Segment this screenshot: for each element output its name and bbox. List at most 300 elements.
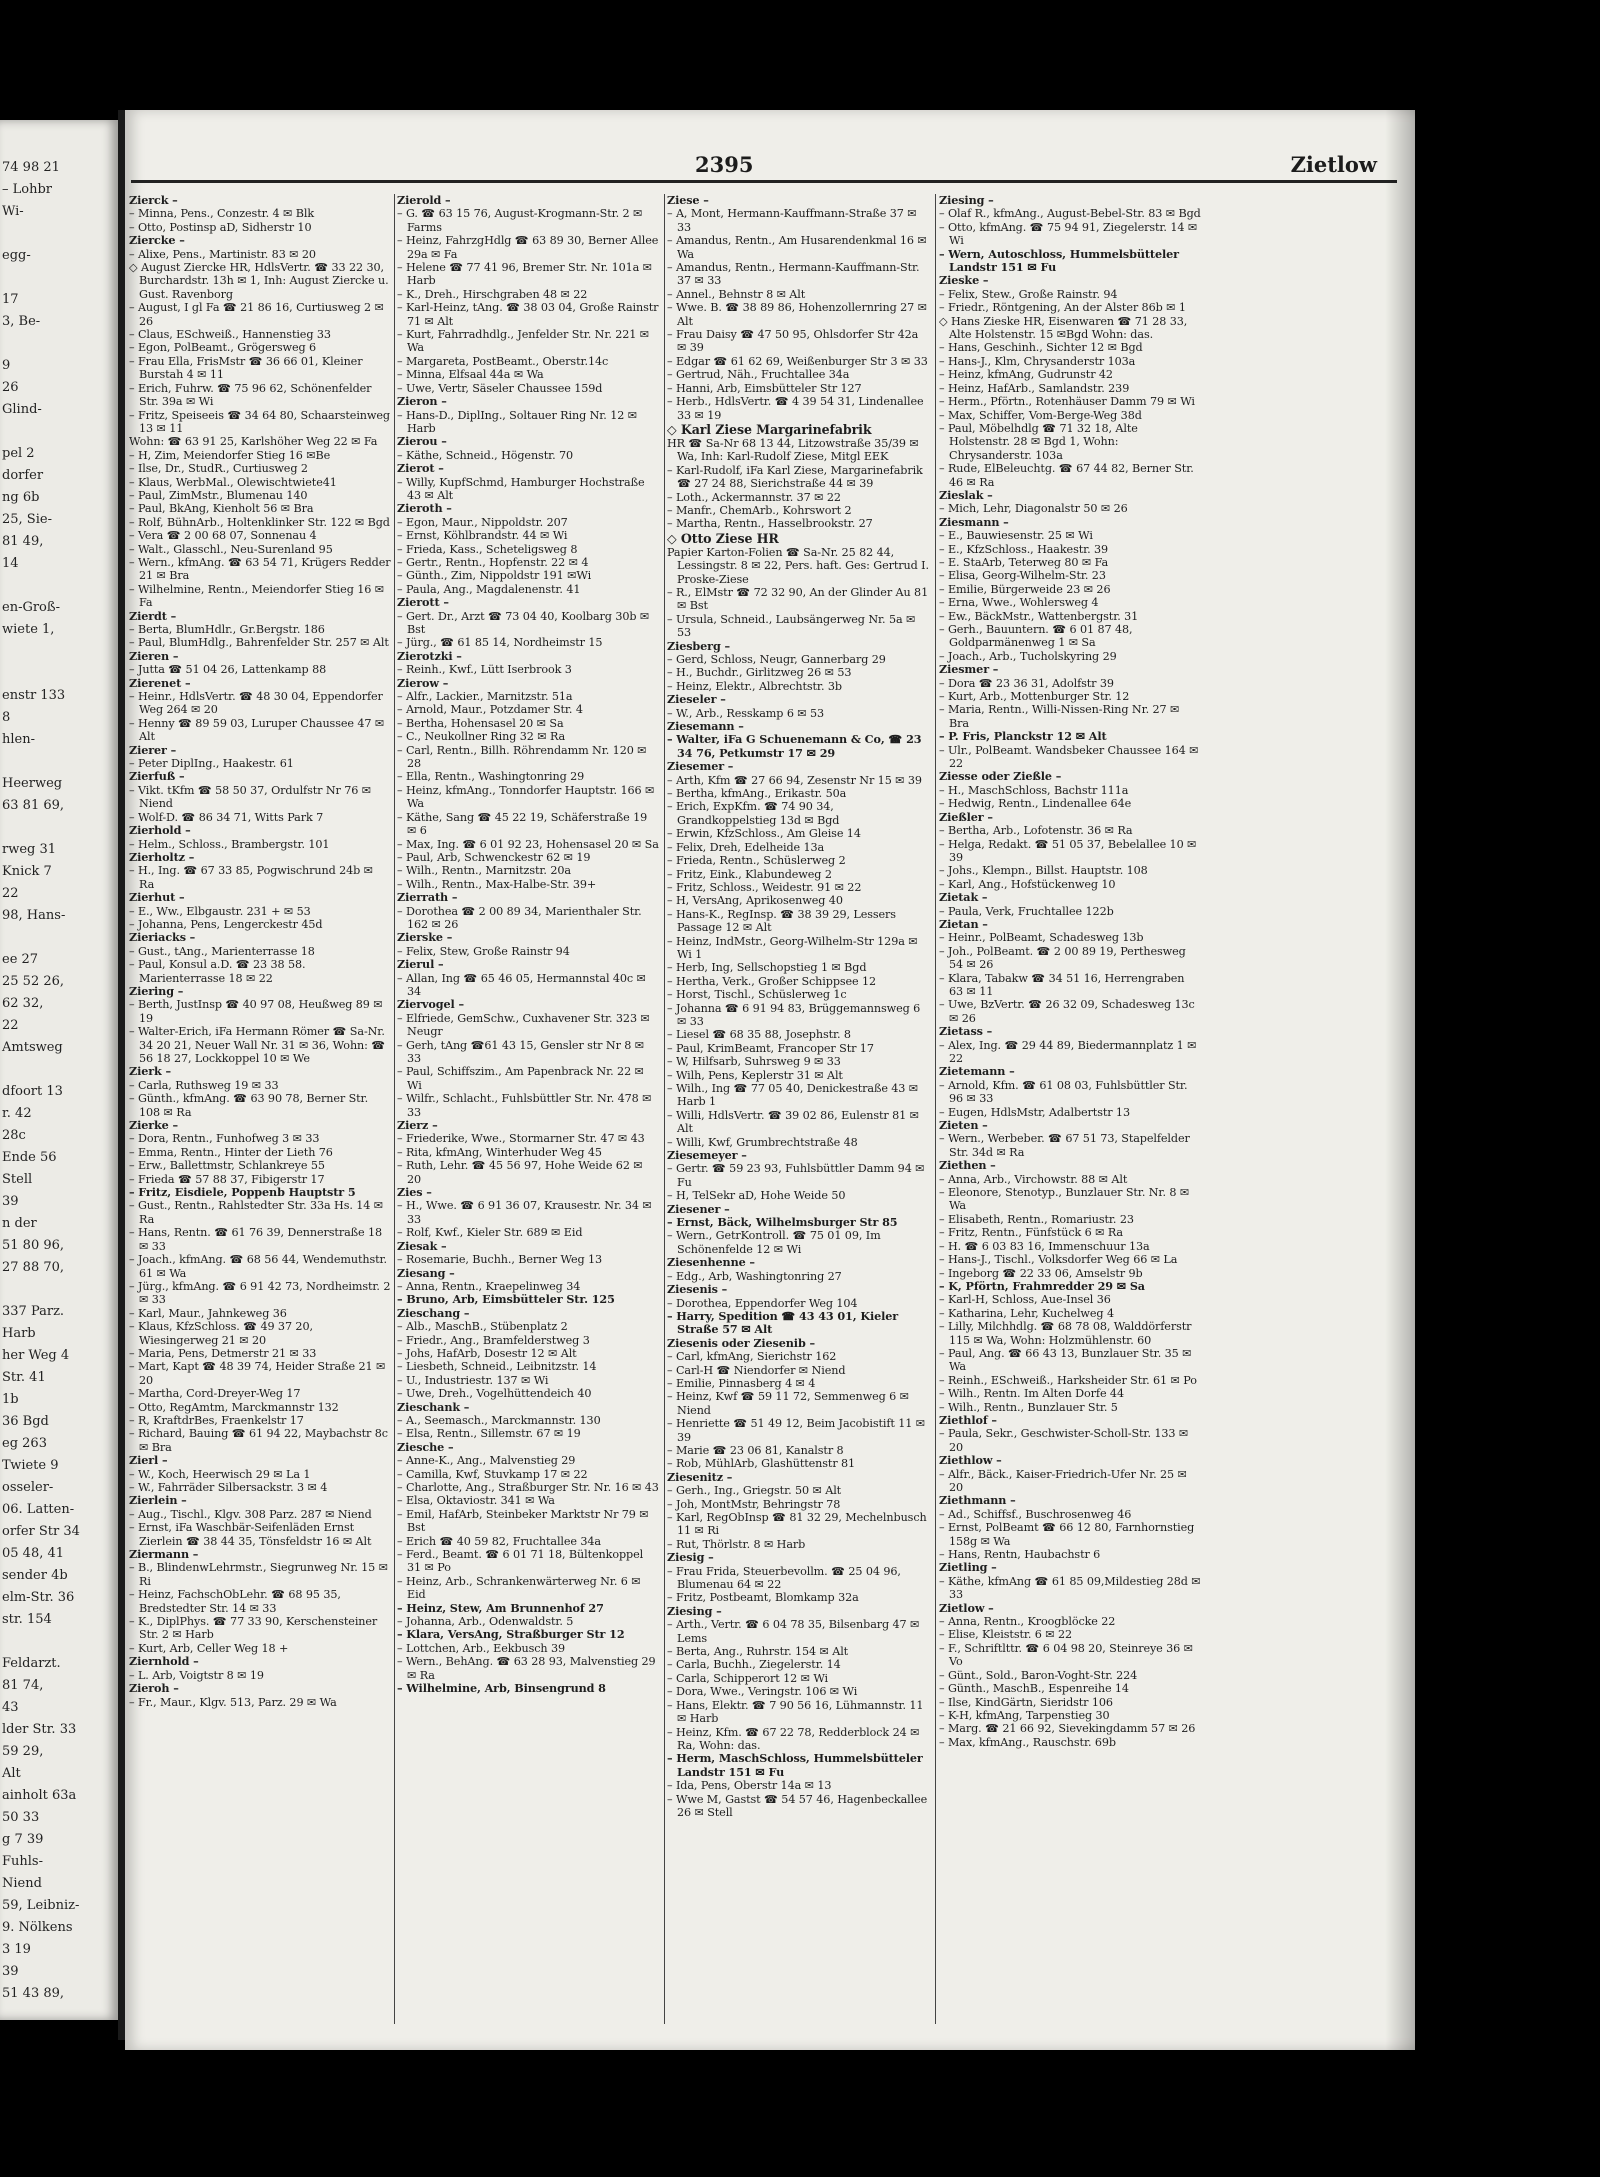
left-page-line: 51 80 96,: [2, 1238, 65, 1253]
directory-entry: – Edg., Arb, Washingtonring 27: [667, 1269, 842, 1283]
surname-heading: Zierou –: [397, 434, 447, 449]
directory-entry: – Heinr., PolBeamt, Schadesweg 13b: [939, 931, 1144, 945]
directory-entry: – Elise, Kleiststr. 6 ✉ 22: [939, 1628, 1073, 1642]
column-1: [129, 194, 391, 2024]
surname-heading: Ziesig –: [667, 1550, 714, 1565]
left-page-line: 81 49,: [2, 534, 44, 549]
directory-entry: – Fr., Maur., Klgv. 513, Parz. 29 ✉ Wa: [129, 1695, 337, 1709]
directory-entry: – Elisabeth, Rentn., Romariustr. 23: [939, 1212, 1134, 1226]
directory-entry: Wohn: ☎ 63 91 25, Karlshöher Weg 22 ✉ Fa: [129, 435, 378, 449]
directory-entry: – W, Hilfsarb, Suhrsweg 9 ✉ 33: [667, 1055, 841, 1069]
directory-entry: – Wilh., Rentn., Bunzlauer Str. 5: [939, 1400, 1118, 1414]
directory-entry: – Eleonore, Stenotyp., Bunzlauer Str. Nr. 8 ✉ Wa: [939, 1186, 1190, 1213]
directory-entry: – Henriette ☎ 51 49 12, Beim Jacobistift 11 ✉ 39: [667, 1417, 926, 1444]
directory-entry: – Günth., Zim, Nippoldstr 191 ✉Wi: [397, 569, 592, 583]
directory-entry: – Bertha, Hohensasel 20 ✉ Sa: [397, 716, 564, 730]
directory-entry: – K, Pförtn, Frahmredder 29 ✉ Sa: [939, 1278, 1145, 1293]
directory-entry: – Rita, kfmAng, Winterhuder Weg 45: [397, 1145, 602, 1159]
directory-entry: – Otto, Postinsp aD, Sidherstr 10: [129, 220, 312, 234]
directory-entry: – Günth., MaschB., Espenreihe 14: [939, 1682, 1129, 1696]
directory-entry: – Ida, Pens, Oberstr 14a ✉ 13: [667, 1779, 832, 1793]
directory-entry: – Egon, Maur., Nippoldstr. 207: [397, 515, 568, 529]
left-page-line: hlen-: [2, 732, 35, 747]
surname-heading: Zieron –: [397, 394, 447, 409]
directory-entry: – Felix, Stew, Große Rainstr 94: [397, 944, 570, 958]
directory-entry: – Horst, Tischl., Schüslerweg 1c: [667, 988, 847, 1002]
surname-heading: Zietak –: [939, 890, 988, 905]
directory-entry: – W., Koch, Heerwisch 29 ✉ La 1: [129, 1467, 311, 1481]
directory-entry: – Frieda, Kass., Scheteligsweg 8: [397, 542, 578, 556]
surname-heading: Zierer –: [129, 742, 177, 757]
directory-entry: – Maria, Rentn., Willi-Nissen-Ring Nr. 27 ✉ Bra: [939, 703, 1180, 730]
left-page-line: Feldarzt.: [2, 1656, 61, 1671]
directory-entry: – Walter, iFa G Schuenemann & Co, ☎ 23 34 76, Petkumstr 17 ✉ 29: [667, 732, 922, 760]
directory-entry: – Annel., Behnstr 8 ✉ Alt: [667, 287, 806, 301]
directory-entry: – Jürg., kfmAng. ☎ 6 91 42 73, Nordheimstr. 2 ✉ 33: [129, 1279, 391, 1307]
directory-entry: – H, TelSekr aD, Hohe Weide 50: [667, 1189, 846, 1203]
surname-heading: Zieslak –: [939, 487, 993, 502]
surname-heading: Ziesenitz –: [667, 1469, 733, 1484]
surname-heading: Zietlow –: [939, 1600, 994, 1615]
directory-entry: – Loth., Ackermannstr. 37 ✉ 22: [667, 490, 841, 504]
directory-entry: – Peter DiplIng., Haakestr. 61: [129, 757, 294, 771]
directory-entry: – Felix, Stew., Große Rainstr. 94: [939, 287, 1118, 301]
left-page-line: Alt: [2, 1766, 21, 1781]
left-page-line: enstr 133: [2, 688, 66, 703]
directory-entry: – Wilh, Pens, Keplerstr 31 ✉ Alt: [667, 1068, 843, 1082]
surname-heading: Ziercke –: [129, 233, 185, 248]
directory-entry: – Paul, Schiffszim., Am Papenbrack Nr. 22 ✉ Wi: [397, 1065, 644, 1092]
directory-entry: – W., Arb., Resskamp 6 ✉ 53: [667, 706, 825, 720]
directory-entry: – Harry, Spedition ☎ 43 43 01, Kieler Straße 57 ✉ Alt: [667, 1308, 899, 1337]
surname-heading: Zießler –: [939, 809, 993, 824]
directory-entry: – U., Industriestr. 137 ✉ Wi: [397, 1373, 549, 1387]
surname-heading: Zierke –: [129, 1118, 178, 1133]
directory-entry: – Erich, ExpKfm. ☎ 74 90 34, Grandkoppelstieg 13d ✉ Bgd: [667, 800, 840, 827]
left-page-line: Fuhls-: [2, 1854, 43, 1869]
directory-entry: – Ella, Rentn., Washingtonring 29: [397, 770, 585, 784]
directory-entry: – Charlotte, Ang., Straßburger Str. Nr. 16 ✉ 43: [397, 1481, 659, 1494]
surname-heading: Zierl –: [129, 1453, 168, 1468]
directory-entry: – Anne-K., Ang., Malvenstieg 29: [397, 1454, 576, 1468]
directory-entry: – Willi, HdlsVertr. ☎ 39 02 86, Eulenstr 81 ✉ Alt: [667, 1108, 919, 1136]
directory-entry: – Arth., Vertr. ☎ 6 04 78 35, Bilsenbarg 47 ✉ Lems: [667, 1618, 920, 1645]
directory-entry: – Jutta ☎ 51 04 26, Lattenkamp 88: [129, 663, 327, 677]
left-page-line: 26: [2, 380, 19, 395]
directory-entry: ◇ August Ziercke HR, HdlsVertr. ☎ 33 22 30, Burchardstr. 13h ✉ 1, Inh: August Ziercke u. Gust. Ravenborg: [129, 261, 389, 301]
directory-entry: – Kurt, Fahrradhdlg., Jenfelder Str. Nr. 221 ✉ Wa: [397, 328, 650, 355]
directory-entry: – Helm., Schloss., Brambergstr. 101: [129, 837, 330, 851]
directory-entry: – Ew., BäckMstr., Wattenbergstr. 31: [939, 609, 1139, 623]
directory-entry: – Emil, HafArb, Steinbeker Marktstr Nr 79 ✉ Bst: [397, 1507, 649, 1535]
directory-entry: – Gert. Dr., Arzt ☎ 73 04 40, Koolbarg 30b ✉ Bst: [397, 609, 650, 636]
surname-heading: Zierholtz –: [129, 849, 195, 864]
directory-entry: – Claus, ESchweiß., Hannenstieg 33: [129, 328, 331, 342]
left-page-line: 3, Be-: [2, 314, 41, 329]
left-page-line: ainholt 63a: [2, 1788, 77, 1803]
column-divider: [664, 194, 665, 2024]
directory-entry: – Frau Frida, Steuerbevollm. ☎ 25 04 96, Blumenau 64 ✉ 22: [667, 1564, 901, 1592]
left-page-line: sender 4b: [2, 1568, 68, 1583]
directory-entry: – Joh, MontMstr, Behringstr 78: [667, 1497, 841, 1511]
surname-heading: Zierhut –: [129, 890, 185, 905]
directory-entry: – Rut, Thörlstr. 8 ✉ Harb: [667, 1537, 806, 1551]
directory-entry: – Frieda, Rentn., Schüslerweg 2: [667, 854, 846, 868]
directory-entry: – Henny ☎ 89 59 03, Luruper Chaussee 47 ✉ Alt: [129, 716, 385, 744]
directory-entry: – Eugen, HdlsMstr, Adalbertstr 13: [939, 1105, 1130, 1119]
directory-entry: – Karl, Maur., Jahnkeweg 36: [129, 1306, 287, 1320]
directory-entry: – Paul, ZimMstr., Blumenau 140: [129, 488, 308, 502]
left-page-line: – Lohbr: [2, 182, 53, 197]
directory-entry: – Walter-Erich, iFa Hermann Römer ☎ Sa-Nr. 34 20 21, Neuer Wall Nr. 31 ✉ 36, Wohn: ☎ 56 18 27, Lockkoppel 10 ✉ We: [129, 1025, 386, 1065]
directory-entry: – Frau Ella, FrisMstr ☎ 36 66 01, Kleiner Burstah 4 ✉ 11: [129, 354, 363, 382]
left-page-line: 1b: [2, 1392, 19, 1407]
directory-entry: – Lottchen, Arb., Eekbusch 39: [397, 1641, 566, 1655]
directory-entry: – Karl-Heinz, tAng. ☎ 38 03 04, Große Rainstr 71 ✉ Alt: [397, 301, 659, 328]
directory-entry: – Ferd., Beamt. ☎ 6 01 71 18, Bültenkoppel 31 ✉ Po: [397, 1548, 644, 1575]
directory-entry: – Max, Ing. ☎ 6 01 92 23, Hohensasel 20 ✉ Sa: [397, 837, 659, 851]
directory-entry: – Martha, Rentn., Hasselbrookstr. 27: [667, 517, 873, 531]
directory-entry: – Aug., Tischl., Klgv. 308 Parz. 287 ✉ Niend: [129, 1507, 372, 1521]
left-page-line: 8: [2, 710, 11, 725]
surname-heading: Zieschang –: [397, 1305, 470, 1320]
directory-entry: – Heinz, FahrzgHdlg ☎ 63 89 30, Berner Allee 29a ✉ Fa: [397, 234, 659, 261]
directory-entry: – Gerh, tAng ☎61 43 15, Gensler str Nr 8 ✉ 33: [397, 1038, 645, 1065]
page-number: 2395: [695, 152, 754, 177]
left-page-line: osseler-: [2, 1480, 54, 1495]
surname-heading: Zierold –: [397, 194, 451, 207]
left-page-line: str. 154: [2, 1612, 52, 1627]
directory-entry: – Friedr., Röntgening, An der Alster 86b ✉ 1: [939, 301, 1186, 315]
directory-entry: – R, KraftdrBes, Fraenkelstr 17: [129, 1413, 304, 1427]
directory-entry: – Uwe, Vertr, Säseler Chaussee 159d: [397, 381, 603, 395]
left-page-line: her Weg 4: [2, 1348, 70, 1363]
directory-entry: – Berta, Ang., Ruhrstr. 154 ✉ Alt: [667, 1645, 849, 1659]
surname-heading: Zieske –: [939, 273, 989, 288]
directory-entry: – Herb., HdlsVertr. ☎ 4 39 54 31, Lindenallee 33 ✉ 19: [667, 395, 924, 422]
directory-entry: – Heinr., HdlsVertr. ☎ 48 30 04, Eppendorfer Weg 264 ✉ 20: [129, 690, 383, 717]
directory-entry: – Wilh., Rentn. Im Alten Dorfe 44: [939, 1387, 1124, 1401]
surname-heading: Ziernhold –: [129, 1654, 199, 1669]
left-page-line: Str. 41: [2, 1370, 46, 1385]
directory-entry: – R., ElMstr ☎ 72 32 90, An der Glinder Au 81 ✉ Bst: [667, 585, 929, 613]
surname-heading: Zietemann –: [939, 1064, 1015, 1079]
directory-entry: – Wern., BehAng. ☎ 63 28 93, Malvenstieg 29 ✉ Ra: [397, 1655, 656, 1682]
directory-entry: – Fritz, Speiseeis ☎ 34 64 80, Schaarsteinweg 13 ✉ 11: [129, 408, 390, 435]
directory-entry: – Paul, Ang. ☎ 66 43 13, Bunzlauer Str. 35 ✉ Wa: [939, 1346, 1192, 1374]
surname-heading: Ziermann –: [129, 1547, 199, 1562]
directory-entry: – Heinz, kfmAng., Tonndorfer Hauptstr. 166 ✉ Wa: [397, 783, 655, 811]
directory-entry: – Rosemarie, Buchh., Berner Weg 13: [397, 1253, 603, 1267]
surname-heading: Zierck –: [129, 194, 178, 207]
directory-entry: – Dora, Rentn., Funhofweg 3 ✉ 33: [129, 1132, 320, 1146]
directory-entry: – Heinz, Stew, Am Brunnenhof 27: [397, 1600, 604, 1615]
directory-entry: – E., KfzSchloss., Haakestr. 39: [939, 542, 1109, 556]
directory-entry: – Heinz, HafArb., Samlandstr. 239: [939, 381, 1130, 395]
left-page-line: wiete 1,: [2, 622, 55, 637]
directory-entry: – Erw., Ballettmstr, Schlankreye 55: [129, 1159, 325, 1173]
directory-entry: – Frau Daisy ☎ 47 50 95, Ohlsdorfer Str 42a ✉ 39: [667, 328, 919, 355]
directory-entry: HR ☎ Sa-Nr 68 13 44, Litzowstraße 35/39 ✉ Wa, Inh: Karl-Rudolf Ziese, Mitgl EEK: [667, 436, 919, 464]
column-4: [939, 194, 1201, 2024]
directory-entry: – Reinh., ESchweiß., Harksheider Str. 61 ✉ Po: [939, 1373, 1197, 1387]
directory-page: [125, 110, 1415, 2050]
left-page-line: 74 98 21: [2, 160, 60, 175]
surname-heading: Zierotzki –: [397, 648, 462, 663]
directory-entry: – Gust., tAng., Marienterrasse 18: [129, 944, 315, 958]
left-page-line: 06. Latten-: [2, 1502, 75, 1517]
directory-entry: – Egon, PolBeamt., Grögersweg 6: [129, 341, 317, 355]
directory-entry: – Rolf, Kwf., Kieler Str. 689 ✉ Eid: [397, 1226, 583, 1240]
directory-entry: – Klara, Tabakw ☎ 34 51 16, Herrengraben 63 ✉ 11: [939, 971, 1185, 998]
column-2: [397, 194, 659, 2024]
directory-entry: – Gerd, Schloss, Neugr, Gannerbarg 29: [667, 653, 886, 666]
directory-entry: – Ulr., PolBeamt. Wandsbeker Chaussee 164 ✉ 22: [939, 743, 1199, 771]
directory-entry: – A, Mont, Hermann-Kauffmann-Straße 37 ✉ 33: [667, 207, 917, 234]
left-page-fragment: [0, 120, 118, 2020]
left-page-line: dorfer: [2, 468, 44, 483]
left-page-line: orfer Str 34: [2, 1524, 80, 1539]
directory-entry: – Ad., Schiffsf., Buschrosenweg 46: [939, 1507, 1132, 1521]
directory-entry: – Hedwig, Rentn., Lindenallee 64e: [939, 797, 1132, 811]
directory-entry: – Carla, Buchh., Ziegelerstr. 14: [667, 1658, 841, 1672]
directory-entry: – Ruth, Lehr. ☎ 45 56 97, Hohe Weide 62 ✉ 20: [397, 1159, 643, 1186]
directory-entry: – Rude, ElBeleuchtg. ☎ 67 44 82, Berner Str. 46 ✉ Ra: [939, 462, 1194, 489]
surname-heading: Zietass –: [939, 1024, 993, 1039]
surname-heading: Ziesberg –: [667, 638, 730, 653]
directory-entry: – Gertr. ☎ 59 23 93, Fuhlsbüttler Damm 94 ✉ Fu: [667, 1162, 925, 1189]
surname-heading: Zieriacks –: [129, 930, 196, 945]
directory-entry: – Hertha, Verk., Großer Schippsee 12: [667, 974, 877, 988]
directory-entry: – H, VersAng, Aprikosenweg 40: [667, 894, 843, 908]
directory-entry: – L. Arb, Voigtstr 8 ✉ 19: [129, 1668, 264, 1682]
directory-entry: – Hans, Elektr. ☎ 7 90 56 16, Lühmannstr. 11 ✉ Harb: [667, 1698, 924, 1726]
directory-entry: – Herb, Ing, Sellschopstieg 1 ✉ Bgd: [667, 961, 867, 975]
left-page-line: 9: [2, 358, 11, 373]
directory-entry: – Johanna, Arb., Odenwaldstr. 5: [397, 1615, 574, 1629]
directory-entry: – Friederike, Wwe., Stormarner Str. 47 ✉ 43: [397, 1132, 645, 1146]
directory-entry: – Martha, Cord-Dreyer-Weg 17: [129, 1387, 301, 1401]
directory-entry: – Paula, Sekr., Geschwister-Scholl-Str. 133 ✉ 20: [939, 1427, 1189, 1454]
directory-entry: – Paul, Arb, Schwenckestr 62 ✉ 19: [397, 850, 591, 864]
surname-heading: Ziesenhenne –: [667, 1255, 755, 1270]
directory-entry: – Wwe. B. ☎ 38 89 86, Hohenzollernring 27 ✉ Alt: [667, 301, 927, 328]
directory-entry: – Uwe, Dreh., Vogelhüttendeich 40: [397, 1387, 592, 1401]
left-page-line: Stell: [2, 1172, 33, 1187]
directory-entry: – Johanna ☎ 6 91 94 83, Brüggemannsweg 6 ✉ 33: [667, 1001, 921, 1028]
directory-entry: – Hans-J., Tischl., Volksdorfer Weg 66 ✉ La: [939, 1253, 1178, 1267]
directory-entry: – Paul, BkAng, Kienholt 56 ✉ Bra: [129, 502, 314, 516]
directory-entry: – Ursula, Schneid., Laubsängerweg Nr. 5a ✉ 53: [667, 612, 916, 640]
directory-entry: – Max, Schiffer, Vom-Berge-Weg 38d: [939, 408, 1142, 422]
directory-entry: – Wilh., Rentn., Marnitzstr. 20a: [397, 864, 571, 878]
directory-entry: – H, Zim, Meiendorfer Stieg 16 ✉Be: [129, 448, 331, 462]
directory-entry: – Emma, Rentn., Hinter der Lieth 76: [129, 1145, 333, 1159]
surname-heading: Ziesche –: [397, 1439, 454, 1454]
surname-heading: Zierot –: [397, 461, 444, 476]
surname-heading: Ziethlof –: [939, 1412, 997, 1427]
surname-heading: Zierenet –: [129, 675, 191, 690]
directory-entry: – Gerh., Bauuntern. ☎ 6 01 87 48, Goldparmänenweg 1 ✉ Sa: [939, 623, 1133, 650]
directory-entry: – Minna, Pens., Conzestr. 4 ✉ Blk: [129, 207, 315, 221]
directory-entry: – H., Ing. ☎ 67 33 85, Pogwischrund 24b ✉ Ra: [129, 864, 373, 891]
directory-entry: – Käthe, kfmAng ☎ 61 85 09,Mildestieg 28d ✉ 33: [939, 1574, 1201, 1602]
directory-entry: – Liesel ☎ 68 35 88, Josephstr. 8: [667, 1028, 851, 1042]
directory-entry: – Ilse, KindGärtn, Sieridstr 106: [939, 1695, 1113, 1709]
directory-entry: – Ernst, PolBeamt ☎ 66 12 80, Farnhornstieg 158g ✉ Wa: [939, 1521, 1195, 1548]
surname-heading: Zieren –: [129, 648, 179, 663]
left-page-line: Niend: [2, 1876, 42, 1891]
left-page-line: Harb: [2, 1326, 36, 1341]
directory-entry: – Ernst, Bäck, Wilhelmsburger Str 85: [667, 1215, 898, 1230]
directory-entry: – Johs, HafArb, Dosestr 12 ✉ Alt: [397, 1346, 577, 1360]
surname-heading: Zierul –: [397, 957, 444, 972]
surname-heading: Zierfuß –: [129, 769, 185, 784]
directory-entry: – Alex, Ing. ☎ 29 44 89, Biedermannplatz 1 ✉ 22: [939, 1038, 1197, 1065]
surname-heading: Zies –: [397, 1185, 432, 1200]
directory-entry: – Fritz, Rentn., Fünfstück 6 ✉ Ra: [939, 1226, 1123, 1240]
book-gutter: [118, 110, 125, 2040]
directory-entry: – Heinz, Kfm. ☎ 67 22 78, Redderblock 24 ✉ Ra, Wohn: das.: [667, 1725, 920, 1752]
left-page-line: n der: [2, 1216, 37, 1231]
directory-entry: – Johs., Klempn., Billst. Hauptstr. 108: [939, 864, 1148, 878]
surname-heading: Zierow –: [397, 675, 449, 690]
directory-entry: – Uwe, BzVertr. ☎ 26 32 09, Schadesweg 13c ✉ 26: [939, 998, 1195, 1025]
directory-entry: – Gertrud, Näh., Fruchtallee 34a: [667, 368, 850, 382]
directory-entry: – Bruno, Arb, Eimsbütteler Str. 125: [397, 1292, 615, 1307]
left-page-line: 3 19: [2, 1942, 31, 1957]
directory-entry: – Marg. ☎ 21 66 92, Sievekingdamm 57 ✉ 26: [939, 1722, 1196, 1736]
left-page-line: 62 32,: [2, 996, 44, 1011]
surname-heading: Zieroth –: [397, 501, 452, 516]
directory-entry: – Wern, Autoschloss, Hummelsbütteler Landstr 151 ✉ Fu: [939, 246, 1179, 275]
directory-entry: – Paul, BlumHdlg., Bahrenfelder Str. 257 ✉ Alt: [129, 636, 389, 650]
directory-entry: – Arth, Kfm ☎ 27 66 94, Zesenstr Nr 15 ✉ 39: [667, 773, 922, 787]
directory-entry: – Günt., Sold., Baron-Voght-Str. 224: [939, 1668, 1138, 1682]
directory-entry: – Carl-H ☎ Niendorfer ✉ Niend: [667, 1363, 846, 1377]
surname-heading: Ziering –: [129, 983, 184, 998]
directory-entry: – Ernst, Köhlbrandstr. 44 ✉ Wi: [397, 529, 568, 543]
directory-entry: – K., DiplPhys. ☎ 77 33 90, Kerschensteiner Str. 2 ✉ Harb: [129, 1615, 378, 1642]
surname-heading: Zieseler –: [667, 692, 726, 707]
directory-entry: – Klara, VersAng, Straßburger Str 12: [397, 1627, 625, 1642]
left-page-line: 22: [2, 1018, 19, 1033]
left-page-line: 39: [2, 1964, 19, 1979]
directory-entry: – Edgar ☎ 61 62 69, Weißenburger Str 3 ✉ 33: [667, 354, 928, 368]
page-header: [125, 150, 1415, 190]
directory-entry: – Karl-H, Schloss, Aue-Insel 36: [939, 1293, 1111, 1307]
surname-heading: Ziese –: [667, 194, 709, 207]
directory-entry: – Fritz, Eink., Klabundeweg 2: [667, 867, 832, 881]
directory-entry: – Wolf-D. ☎ 86 34 71, Witts Park 7: [129, 810, 324, 824]
directory-entry: – Erich ☎ 40 59 82, Fruchtallee 34a: [397, 1534, 602, 1548]
directory-entry: – Dorothea, Eppendorfer Weg 104: [667, 1296, 858, 1310]
directory-entry: – Karl, Ang., Hofstückenweg 10: [939, 877, 1116, 891]
directory-entry: – Max, kfmAng., Rauschstr. 69b: [939, 1735, 1116, 1749]
left-page-line: r. 42: [2, 1106, 32, 1121]
directory-entry: – Bertha, kfmAng., Erikastr. 50a: [667, 787, 847, 801]
directory-entry: – C., Neukollner Ring 32 ✉ Ra: [397, 730, 566, 744]
left-page-line: 36 Bgd: [2, 1414, 49, 1429]
directory-entry: – Anna, Rentn., Kroogblöcke 22: [939, 1615, 1116, 1629]
directory-entry: – Joach., Arb., Tucholskyring 29: [939, 649, 1117, 663]
directory-entry: – Margareta, PostBeamt., Oberstr.14c: [397, 354, 609, 368]
directory-entry: – Dora ☎ 23 36 31, Adolfstr 39: [939, 676, 1114, 690]
directory-entry: – H., Wwe. ☎ 6 91 36 07, Krausestr. Nr. 34 ✉ 33: [397, 1199, 652, 1226]
directory-entry: – Carla, Schipperort 12 ✉ Wi: [667, 1671, 829, 1685]
directory-entry: – Willy, KupfSchmd, Hamburger Hochstraße 43 ✉ Alt: [397, 475, 645, 502]
left-page-line: 98, Hans-: [2, 908, 66, 923]
left-page-line: Amtsweg: [2, 1040, 63, 1055]
directory-entry: – Ilse, Dr., StudR., Curtiusweg 2: [129, 462, 308, 476]
left-page-line: g 7 39: [2, 1832, 44, 1847]
surname-heading: Zierske –: [397, 930, 453, 945]
directory-entry: – Hans, Rentn. ☎ 61 76 39, Dennerstraße 18 ✉ 33: [129, 1226, 383, 1253]
surname-heading: Ziesenis –: [667, 1282, 728, 1297]
directory-entry: – Rob, MühlArb, Glashüttenstr 81: [667, 1457, 856, 1471]
directory-entry: – Paul, KrimBeamt, Francoper Str 17: [667, 1041, 874, 1055]
directory-entry: – Friedr., Ang., Bramfelderstweg 3: [397, 1333, 590, 1347]
directory-entry: – Wilfr., Schlacht., Fuhlsbüttler Str. Nr. 478 ✉ 33: [397, 1092, 652, 1119]
directory-entry: – Felix, Dreh, Edelheide 13a: [667, 840, 825, 854]
directory-entry: – Minna, Elfsaal 44a ✉ Wa: [397, 368, 544, 382]
left-page-line: dfoort 13: [2, 1084, 63, 1099]
directory-entry: – Wwe M, Gastst ☎ 54 57 46, Hagenbeckallee 26 ✉ Stell: [667, 1792, 928, 1819]
directory-entry: – Wilhelmine, Rentn., Meiendorfer Stieg 16 ✉ Fa: [129, 582, 384, 610]
directory-entry: – H., Buchdr., Girlitzweg 26 ✉ 53: [667, 666, 852, 680]
directory-entry: – Alfr., Bäck., Kaiser-Friedrich-Ufer Nr. 25 ✉ 20: [939, 1467, 1187, 1494]
surname-heading: Ziesing –: [667, 1603, 722, 1618]
directory-entry: – Berth, JustInsp ☎ 40 97 08, Heußweg 89 ✉ 19: [129, 998, 383, 1025]
left-page-line: 9. Nölkens: [2, 1920, 73, 1935]
directory-entry: – Joach., kfmAng. ☎ 68 56 44, Wendemuthstr. 61 ✉ Wa: [129, 1253, 388, 1280]
surname-heading: Zierhold –: [129, 823, 191, 838]
surname-heading: Zierz –: [397, 1118, 438, 1133]
directory-entry: – Paula, Verk, Fruchtallee 122b: [939, 904, 1114, 918]
left-page-line: ee 27: [2, 952, 39, 967]
directory-entry: – Fritz, Eisdiele, Poppenb Hauptstr 5: [129, 1185, 356, 1200]
directory-entry: – Katharina, Lehr, Kuchelweg 4: [939, 1306, 1114, 1320]
directory-entry: ◇ Karl Ziese Margarinefabrik: [667, 421, 872, 437]
directory-entry: – Helga, Redakt. ☎ 51 05 37, Bebelallee 10 ✉ 39: [939, 837, 1197, 864]
directory-entry: – Otto, kfmAng. ☎ 75 94 91, Ziegelerstr. 14 ✉ Wi: [939, 220, 1198, 248]
directory-entry: – Karl, RegObInsp ☎ 81 32 29, Mechelnbusch 11 ✉ Ri: [667, 1511, 927, 1538]
directory-entry: – Heinz, Kwf ☎ 59 11 72, Semmenweg 6 ✉ Niend: [667, 1390, 909, 1417]
directory-entry: – Carl, Rentn., Billh. Röhrendamm Nr. 120 ✉ 28: [397, 743, 647, 771]
scan-right-margin: [1415, 110, 1600, 2050]
left-page-line: 39: [2, 1194, 19, 1209]
directory-entry: – Günth., kfmAng. ☎ 63 90 78, Berner Str. 108 ✉ Ra: [129, 1092, 369, 1119]
surname-heading: Ziethmann –: [939, 1493, 1016, 1508]
surname-heading: Ziesemeyer –: [667, 1148, 747, 1163]
directory-entry: – August, I gl Fa ☎ 21 86 16, Curtiusweg 2 ✉ 26: [129, 301, 384, 328]
directory-entry: – Ingeborg ☎ 22 33 06, Amselstr 9b: [939, 1266, 1143, 1280]
directory-entry: – Paula, Ang., Magdalenenstr. 41: [397, 582, 581, 596]
directory-entry: – Carla, Ruthsweg 19 ✉ 33: [129, 1078, 279, 1092]
directory-entry: – Anna, Arb., Virchowstr. 88 ✉ Alt: [939, 1172, 1128, 1186]
surname-heading: Zierrath –: [397, 890, 458, 905]
surname-heading: Zierk –: [129, 1064, 171, 1079]
directory-entry: – Wilh., Rentn., Max-Halbe-Str. 39+: [397, 877, 597, 891]
surname-heading: Ziesing –: [939, 194, 994, 207]
surname-heading: Zierdt –: [129, 608, 177, 623]
directory-entry: – Hanni, Arb, Eimsbütteler Str 127: [667, 381, 862, 395]
directory-entry: – Heinz, Arb., Schrankenwärterweg Nr. 6 ✉ Eid: [397, 1574, 641, 1602]
left-page-line: 51 43 89,: [2, 1986, 65, 2001]
directory-entry: – H., MaschSchloss, Bachstr 111a: [939, 783, 1129, 797]
directory-entry: – Rolf, BühnArb., Holtenklinker Str. 122 ✉ Bgd: [129, 515, 390, 529]
directory-entry: – Bertha, Arb., Lofotenstr. 36 ✉ Ra: [939, 824, 1133, 838]
